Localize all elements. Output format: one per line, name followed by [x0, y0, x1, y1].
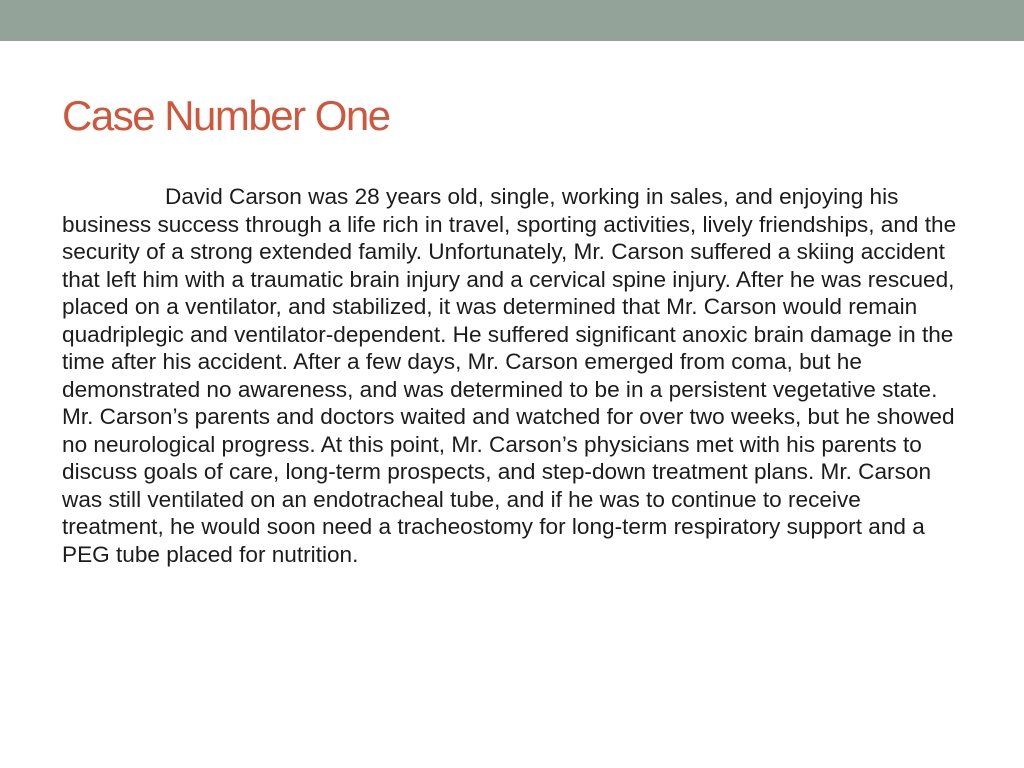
slide-title: Case Number One — [62, 92, 390, 139]
top-accent-band — [0, 0, 1024, 41]
case-description-paragraph: David Carson was 28 years old, single, working in sales, and enjoying his business success through a life rich in travel, sporting activities, lively friendships, and the security of a strong extended family. Unfortunately, Mr. Carson suffered a skiing accident that left him with a traumatic brain injury and a cervical spine injury. After he was rescued, placed on a ventilator, and stabilized, it was determined that Mr. Carson would remain quadriplegic and ventilator-dependent. He suffered significant anoxic brain damage in the time after his accident. After a few days, Mr. Carson emerged from coma, but he demonstrated no awareness, and was determined to be in a persistent vegetative state. Mr. Carson’s parents and doctors waited and watched for over two weeks, but he showed no neurological progress. At this point, Mr. Carson’s physicians met with his parents to discuss goals of care, long-term prospects, and step-down treatment plans. Mr. Carson was still ventilated on an endotracheal tube, and if he was to continue to receive treatment, he would soon need a tracheostomy for long-term respiratory support and a PEG tube placed for nutrition. — [62, 184, 957, 567]
